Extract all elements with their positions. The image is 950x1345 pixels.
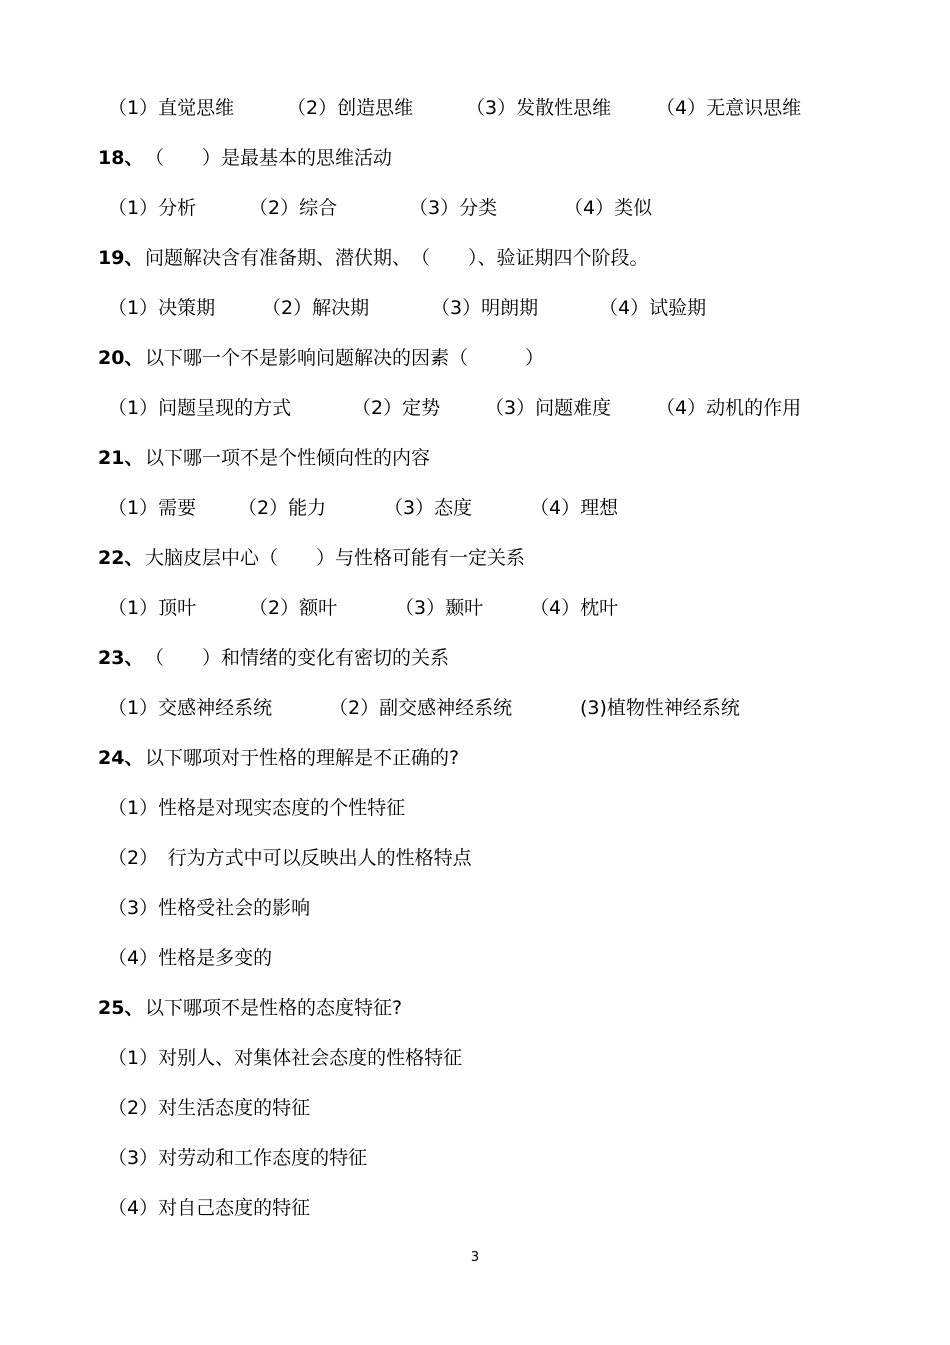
answer-option: （3）明朗期 xyxy=(431,297,539,319)
answer-option: （4）对自己态度的特征 xyxy=(108,1197,311,1219)
option-line xyxy=(0,1043,950,1073)
option-line xyxy=(0,393,950,423)
answer-option: （1）直觉思维 xyxy=(108,97,235,119)
answer-option: （3）态度 xyxy=(384,497,473,519)
question-text: 以下哪项对于性格的理解是不正确的? xyxy=(145,747,460,769)
question-text: （ ）是最基本的思维活动 xyxy=(145,147,393,169)
answer-option: （2）解决期 xyxy=(262,297,370,319)
question-number: 20、 xyxy=(98,347,144,369)
question-number: 23、 xyxy=(98,647,144,669)
answer-option: （3）对劳动和工作态度的特征 xyxy=(108,1147,368,1169)
option-line xyxy=(0,293,950,323)
question-number: 25、 xyxy=(98,997,144,1019)
option-line xyxy=(0,843,950,873)
answer-option: （2）能力 xyxy=(238,497,327,519)
question-text: 以下哪一个不是影响问题解决的因素（ ） xyxy=(145,347,545,369)
answer-option: （4）动机的作用 xyxy=(656,397,802,419)
answer-option: （2）定势 xyxy=(352,397,441,419)
answer-option: （2）创造思维 xyxy=(287,97,414,119)
answer-option: （3）发散性思维 xyxy=(466,97,612,119)
option-line xyxy=(0,493,950,523)
answer-option: （2）副交感神经系统 xyxy=(329,697,513,719)
question-number: 21、 xyxy=(98,447,144,469)
answer-option: （2） 行为方式中可以反映出人的性格特点 xyxy=(108,847,472,869)
page-number: 3 xyxy=(470,1250,480,1265)
answer-option: （3）颞叶 xyxy=(395,597,484,619)
question-line xyxy=(0,543,950,573)
option-line xyxy=(0,793,950,823)
question-text: （ ）和情绪的变化有密切的关系 xyxy=(145,647,450,669)
option-line xyxy=(0,893,950,923)
answer-option: （3）问题难度 xyxy=(485,397,612,419)
question-text: 问题解决含有准备期、潜伏期、 （ ）、验证期四个阶段。 xyxy=(145,247,649,269)
option-line xyxy=(0,193,950,223)
answer-option: （4）枕叶 xyxy=(530,597,619,619)
question-line xyxy=(0,743,950,773)
option-line xyxy=(0,1193,950,1223)
question-number: 24、 xyxy=(98,747,144,769)
answer-option: （1）决策期 xyxy=(108,297,216,319)
answer-option: （4）性格是多变的 xyxy=(108,947,273,969)
answer-option: （1）分析 xyxy=(108,197,197,219)
answer-option: （1）顶叶 xyxy=(108,597,197,619)
question-number: 22、 xyxy=(98,547,144,569)
answer-option: （1）问题呈现的方式 xyxy=(108,397,292,419)
question-line xyxy=(0,143,950,173)
question-number: 19、 xyxy=(98,247,144,269)
answer-option: （4）理想 xyxy=(530,497,619,519)
answer-option: （1）性格是对现实态度的个性特征 xyxy=(108,797,406,819)
option-line xyxy=(0,943,950,973)
option-line xyxy=(0,1143,950,1173)
answer-option: （3）性格受社会的影响 xyxy=(108,897,311,919)
answer-option: （4）试验期 xyxy=(599,297,707,319)
question-number: 18、 xyxy=(98,147,144,169)
answer-option: （2）额叶 xyxy=(249,597,338,619)
answer-option: （4）无意识思维 xyxy=(656,97,802,119)
option-line xyxy=(0,593,950,623)
answer-option: （2）对生活态度的特征 xyxy=(108,1097,311,1119)
question-line xyxy=(0,443,950,473)
option-line xyxy=(0,693,950,723)
question-line xyxy=(0,343,950,373)
answer-option: （1）交感神经系统 xyxy=(108,697,273,719)
option-line xyxy=(0,93,950,123)
answer-option: （3）分类 xyxy=(409,197,498,219)
question-text: 大脑皮层中心（ ）与性格可能有一定关系 xyxy=(145,547,526,569)
question-line xyxy=(0,643,950,673)
option-line xyxy=(0,1093,950,1123)
answer-option: （4）类似 xyxy=(564,197,653,219)
answer-option: （1）对别人、对集体社会态度的性格特征 xyxy=(108,1047,463,1069)
question-text: 以下哪一项不是个性倾向性的内容 xyxy=(145,447,431,469)
answer-option: （1）需要 xyxy=(108,497,197,519)
answer-option: (3)植物性神经系统 xyxy=(580,697,740,719)
question-line xyxy=(0,993,950,1023)
question-text: 以下哪项不是性格的态度特征? xyxy=(145,997,403,1019)
question-line xyxy=(0,243,950,273)
answer-option: （2）综合 xyxy=(249,197,338,219)
